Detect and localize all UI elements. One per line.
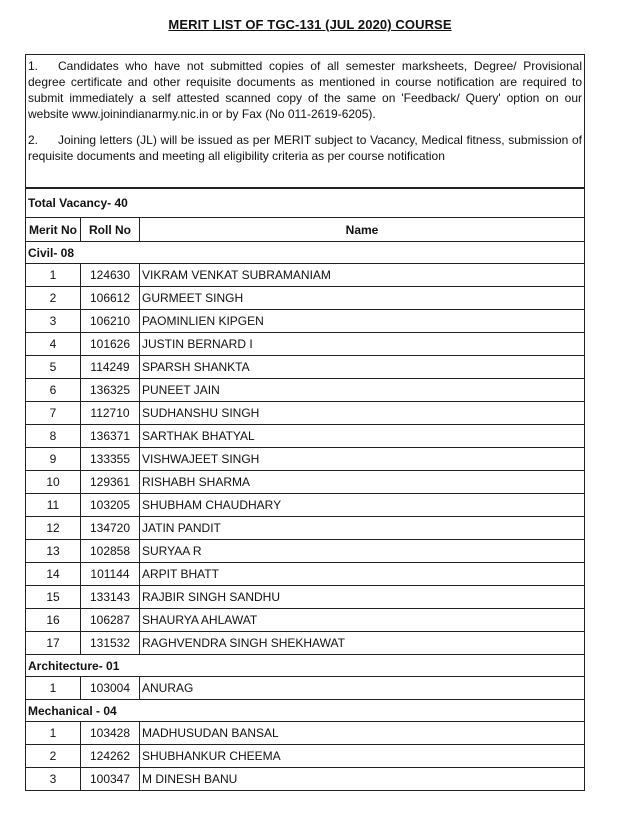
table-row (26, 310, 585, 333)
merit-no-cell: 7 (26, 402, 81, 425)
table-header-row (26, 218, 585, 242)
merit-no-cell: 2 (26, 287, 81, 310)
merit-no-cell: 1 (26, 677, 81, 700)
roll-no-cell: 103004 (81, 677, 140, 700)
section-row (26, 242, 585, 264)
table-row (26, 677, 585, 700)
merit-no-header: Merit No (26, 218, 81, 242)
page-title: MERIT LIST OF TGC-131 (JUL 2020) COURSE (168, 17, 452, 32)
roll-no-cell: 136325 (81, 379, 140, 402)
name-cell: JUSTIN BERNARD I (140, 333, 585, 356)
notes-box (25, 54, 585, 188)
merit-no-cell: 11 (26, 494, 81, 517)
roll-no-cell: 100347 (81, 768, 140, 791)
merit-no-cell: 9 (26, 448, 81, 471)
merit-no-cell: 3 (26, 768, 81, 791)
merit-no-cell: 14 (26, 563, 81, 586)
name-cell: SUDHANSHU SINGH (140, 402, 585, 425)
roll-no-cell: 133143 (81, 586, 140, 609)
note-2 (28, 132, 582, 164)
merit-no-cell: 10 (26, 471, 81, 494)
merit-no-cell: 15 (26, 586, 81, 609)
table-row (26, 722, 585, 745)
name-cell: SARTHAK BHATYAL (140, 425, 585, 448)
roll-no-cell: 101144 (81, 563, 140, 586)
note-2-text: Joining letters (JL) will be issued as per MERIT subject to Vacancy, Medical fitness, submission of requisite documents and meeting all eligibility criteria as per course notification (28, 133, 582, 163)
merit-no-cell: 1 (26, 264, 81, 287)
name-cell: RAJBIR SINGH SANDHU (140, 586, 585, 609)
roll-no-cell: 102858 (81, 540, 140, 563)
roll-no-cell: 136371 (81, 425, 140, 448)
table-row (26, 471, 585, 494)
name-cell: VISHWAJEET SINGH (140, 448, 585, 471)
table-row (26, 402, 585, 425)
roll-no-cell: 131532 (81, 632, 140, 655)
name-cell: SPARSH SHANKTA (140, 356, 585, 379)
name-cell: ARPIT BHATT (140, 563, 585, 586)
merit-no-cell: 5 (26, 356, 81, 379)
total-vacancy-row (26, 189, 585, 218)
note-1-text: Candidates who have not submitted copies of all semester marksheets, Degree/ Provisional degree certificate and other requisite documents as mentioned in course notification are required to submit immediately a self attested scanned copy of the same on 'Feedback/ Query' option on our website www.joinindianarmy.nic.in or by Fax (No 011-2619-6205). (28, 59, 582, 121)
roll-no-cell: 103428 (81, 722, 140, 745)
roll-no-cell: 103205 (81, 494, 140, 517)
merit-table (25, 188, 585, 791)
table-row (26, 448, 585, 471)
name-cell: SURYAA R (140, 540, 585, 563)
name-cell: SHUBHAM CHAUDHARY (140, 494, 585, 517)
table-row (26, 609, 585, 632)
table-row (26, 287, 585, 310)
table-row (26, 264, 585, 287)
roll-no-header: Roll No (81, 218, 140, 242)
section-row (26, 700, 585, 722)
name-cell: RISHABH SHARMA (140, 471, 585, 494)
section-label: Architecture- 01 (26, 655, 585, 677)
roll-no-cell: 101626 (81, 333, 140, 356)
table-row (26, 356, 585, 379)
name-cell: PUNEET JAIN (140, 379, 585, 402)
roll-no-cell: 133355 (81, 448, 140, 471)
note-1-number: 1. (28, 59, 39, 73)
table-row (26, 540, 585, 563)
table-row (26, 517, 585, 540)
merit-no-cell: 12 (26, 517, 81, 540)
table-row (26, 586, 585, 609)
name-header: Name (140, 218, 585, 242)
table-row (26, 494, 585, 517)
name-cell: SHUBHANKUR CHEEMA (140, 745, 585, 768)
table-row (26, 425, 585, 448)
roll-no-cell: 124262 (81, 745, 140, 768)
roll-no-cell: 106287 (81, 609, 140, 632)
merit-no-cell: 13 (26, 540, 81, 563)
merit-no-cell: 8 (26, 425, 81, 448)
table-row (26, 768, 585, 791)
merit-no-cell: 1 (26, 722, 81, 745)
table-row (26, 563, 585, 586)
roll-no-cell: 124630 (81, 264, 140, 287)
merit-no-cell: 3 (26, 310, 81, 333)
section-label: Civil- 08 (26, 242, 585, 264)
roll-no-cell: 134720 (81, 517, 140, 540)
total-vacancy: Total Vacancy- 40 (26, 189, 585, 218)
merit-no-cell: 4 (26, 333, 81, 356)
roll-no-cell: 129361 (81, 471, 140, 494)
name-cell: JATIN PANDIT (140, 517, 585, 540)
name-cell: PAOMINLIEN KIPGEN (140, 310, 585, 333)
name-cell: MADHUSUDAN BANSAL (140, 722, 585, 745)
table-row (26, 333, 585, 356)
table-row (26, 745, 585, 768)
name-cell: RAGHVENDRA SINGH SHEKHAWAT (140, 632, 585, 655)
roll-no-cell: 114249 (81, 356, 140, 379)
section-row (26, 655, 585, 677)
roll-no-cell: 106612 (81, 287, 140, 310)
roll-no-cell: 112710 (81, 402, 140, 425)
section-label: Mechanical - 04 (26, 700, 585, 722)
name-cell: SHAURYA AHLAWAT (140, 609, 585, 632)
note-1 (28, 58, 582, 122)
merit-no-cell: 17 (26, 632, 81, 655)
name-cell: ANURAG (140, 677, 585, 700)
name-cell: GURMEET SINGH (140, 287, 585, 310)
table-row (26, 379, 585, 402)
note-2-number: 2. (28, 133, 39, 147)
merit-no-cell: 16 (26, 609, 81, 632)
table-row (26, 632, 585, 655)
merit-no-cell: 2 (26, 745, 81, 768)
merit-no-cell: 6 (26, 379, 81, 402)
roll-no-cell: 106210 (81, 310, 140, 333)
name-cell: VIKRAM VENKAT SUBRAMANIAM (140, 264, 585, 287)
name-cell: M DINESH BANU (140, 768, 585, 791)
